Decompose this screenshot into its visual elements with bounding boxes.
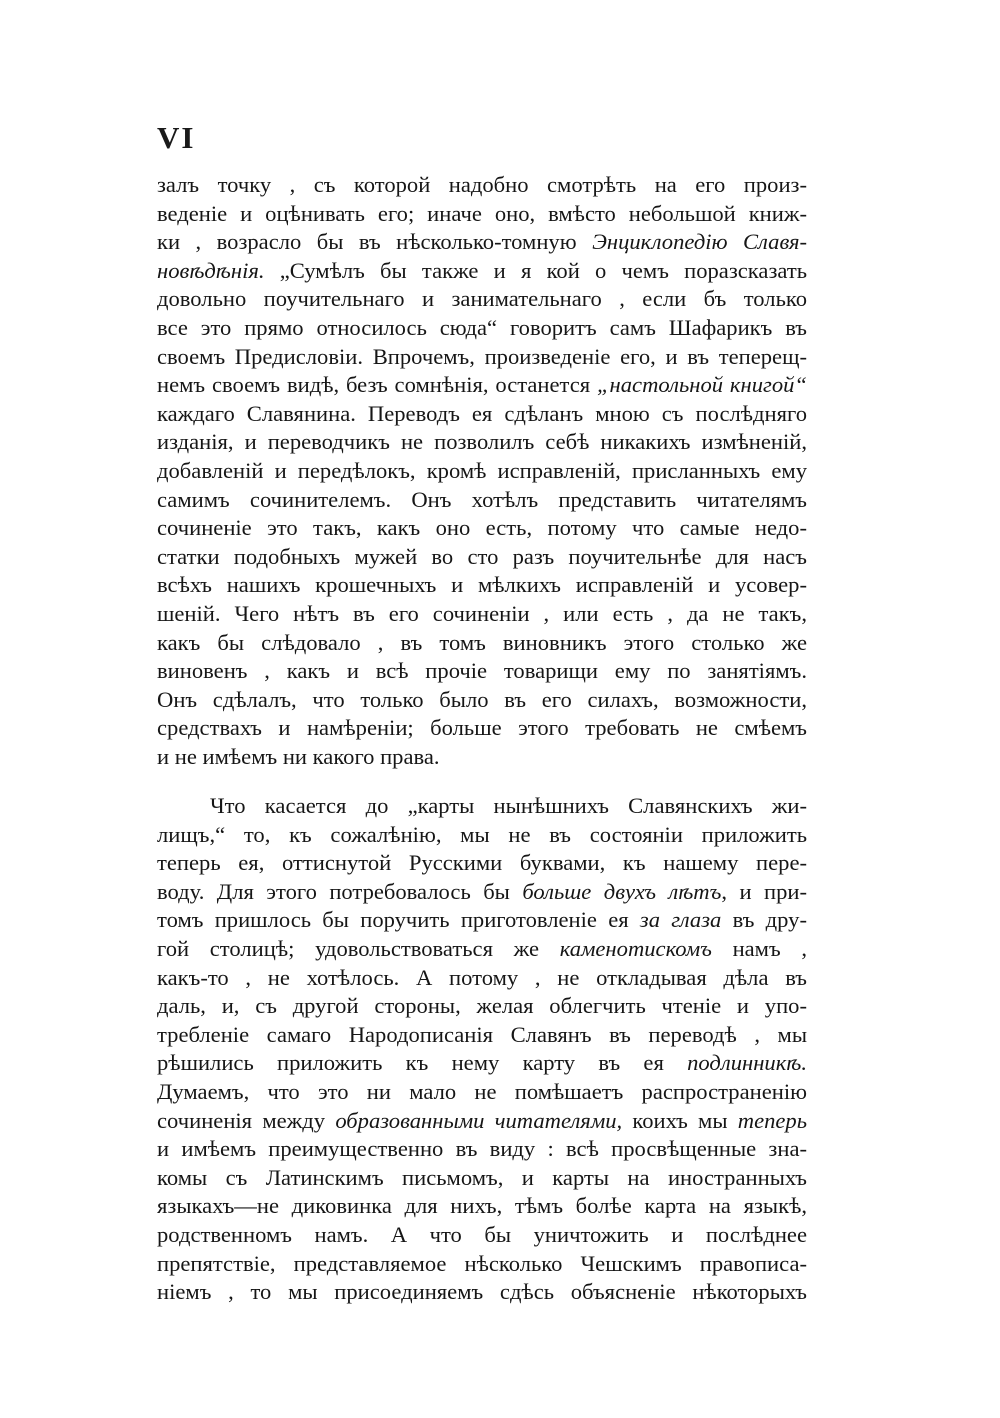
text-run: воду. Для этого потребовалось бы [157, 878, 523, 904]
text-line [157, 964, 807, 992]
text-line [157, 314, 807, 342]
text-run: требленіе самаго Народописанія Славянъ въ переводѣ , мы [157, 1021, 807, 1047]
text-run: все это прямо относилось сюда“ говоритъ самъ Шафарикъ въ [157, 315, 807, 340]
text-run: Думаемъ, что это ни мало не помѣшаетъ распространенію [157, 1079, 807, 1104]
text-run: гой столицѣ; удовольствоваться же [157, 936, 560, 961]
text-line [157, 257, 807, 285]
text-run: теперь ея, оттиснутой Русскими буквами, къ нашему пере- [157, 850, 807, 876]
text-line [157, 1107, 807, 1135]
text-line [157, 285, 807, 313]
text-run: комы съ Латинскимъ письмомъ, и карты на иностранныхъ [157, 1164, 807, 1190]
text-line [157, 1135, 807, 1163]
text-run: даль, и, съ другой стороны, желая облегчить чтеніе и упо- [157, 993, 807, 1019]
text-run: Онъ сдѣлалъ, что только было въ его силахъ, возможности, [157, 686, 807, 712]
text-line [157, 1164, 807, 1192]
text-line [157, 228, 807, 256]
text-line [157, 629, 807, 657]
text-run: средствахъ и намѣреніи; больше этого требовать не смѣемъ [157, 715, 807, 741]
text-run: шеній. Чего нѣтъ въ его сочиненіи , или есть , да не такъ, [157, 601, 807, 626]
text-run: въ дру- [721, 907, 807, 933]
italic-text: теперь [737, 1107, 807, 1133]
text-line [157, 543, 807, 571]
text-run: какъ-то , не хотѣлось. А потому , не откладывая дѣла въ [157, 964, 807, 990]
text-run: виновенъ , какъ и всѣ прочіе товарищи ему по занятіямъ. [157, 658, 807, 684]
text-run: рѣшились приложить къ нему карту въ ея [157, 1050, 688, 1076]
text-line [210, 792, 807, 820]
text-line [157, 371, 807, 399]
text-run: какъ бы слѣдовало , въ томъ виновникъ этого столько же [157, 629, 807, 655]
text-line [157, 821, 807, 849]
text-line [157, 1250, 807, 1278]
text-run: всѣхъ нашихъ крошечныхъ и мѣлкихъ исправленій и усовер- [157, 572, 807, 598]
text-line [157, 600, 807, 628]
text-run: лищъ,“ то, къ сожалѣнію, мы не въ состояніи приложить [157, 821, 807, 847]
text-line [157, 571, 807, 599]
text-run: языкахъ—не диковинка для нихъ, тѣмъ болѣе карта на языкѣ, [157, 1193, 807, 1219]
text-line [157, 1021, 807, 1049]
page-number: VI [157, 120, 196, 155]
text-line [157, 878, 807, 906]
italic-text: подлинникѣ. [687, 1050, 807, 1076]
text-run: коихъ мы [622, 1107, 738, 1133]
italic-text: „настольной книгой“ [596, 372, 807, 398]
text-line [157, 1278, 807, 1306]
italic-text: новѣдѣнія. [157, 257, 265, 283]
text-line [157, 486, 807, 514]
text-line [157, 1192, 807, 1220]
text-run: Что касается до „карты нынѣшнихъ Славянскихъ жи- [210, 793, 807, 818]
text-run: „Сумѣлъ бы также и я кой о чемъ поразсказать [264, 257, 807, 283]
text-run: , и при- [721, 878, 807, 904]
text-run: довольно поучительнаго и занимательнаго , если бъ только [157, 286, 807, 312]
text-run: изданія, и переводчикъ не позволилъ себѣ никакихъ измѣненій, [157, 429, 807, 455]
text-run: и не имѣемъ ни какого права. [157, 744, 440, 769]
text-line [157, 428, 807, 456]
text-line [157, 400, 807, 428]
italic-text: каменотискомъ [559, 936, 712, 961]
text-line [157, 935, 807, 963]
text-run: томъ пришлось бы поручить приготовленіе ея [157, 907, 640, 933]
text-line [157, 343, 807, 371]
text-run: ки , возрасло бы въ нѣсколько-томную [157, 229, 593, 255]
text-line [157, 906, 807, 934]
text-line [157, 457, 807, 485]
italic-text: Энциклопедію Славя- [592, 229, 807, 255]
text-run: сочиненіе это такъ, какъ оно есть, потому что самые недо- [157, 515, 807, 541]
text-run: статки подобныхъ мужей во сто разъ поучительнѣе для насъ [157, 543, 807, 569]
text-run: родственномъ намъ. А что бы уничтожить и послѣднее [157, 1222, 807, 1247]
text-line [157, 200, 807, 228]
text-run: препятствіе, представляемое нѣсколько Чешскимъ правописа- [157, 1250, 807, 1276]
text-run: немъ своемъ видѣ, безъ сомнѣнія, останется [157, 372, 597, 398]
italic-text: образованными читателями, [335, 1107, 623, 1133]
text-run: веденіе и оцѣнивать его; иначе оно, вмѣсто небольшой книж- [157, 200, 807, 226]
text-run: самимъ сочинителемъ. Онъ хотѣлъ представить читателямъ [157, 486, 807, 512]
text-run: и имѣемъ преимущественно въ виду : всѣ просвѣщенные зна- [157, 1136, 807, 1162]
text-run: ніемъ , то мы присоединяемъ сдѣсь объясненіе нѣкоторыхъ [157, 1279, 807, 1305]
text-line [157, 514, 807, 542]
text-line [157, 1078, 807, 1106]
text-run: намъ , [711, 936, 808, 961]
text-line [157, 657, 807, 685]
italic-text: больше двухъ лѣтъ [522, 878, 722, 904]
text-run: добавленій и передѣлокъ, кромѣ исправленій, присланныхъ ему [157, 458, 807, 483]
text-run: сочиненія между [157, 1107, 336, 1133]
text-line [157, 171, 807, 199]
text-run: каждаго Славянина. Переводъ ея сдѣланъ мною съ послѣдняго [157, 400, 807, 426]
italic-text: за глаза [639, 907, 722, 933]
text-run: залъ точку , съ которой надобно смотрѣть на его произ- [157, 172, 807, 197]
text-run: своемъ Предисловіи. Впрочемъ, произведеніе его, и въ теперещ- [157, 343, 807, 369]
text-line [157, 849, 807, 877]
text-line [157, 714, 807, 742]
text-line [157, 686, 807, 714]
text-line [157, 1049, 807, 1077]
text-line [157, 743, 807, 771]
text-line [157, 1221, 807, 1249]
text-line [157, 992, 807, 1020]
